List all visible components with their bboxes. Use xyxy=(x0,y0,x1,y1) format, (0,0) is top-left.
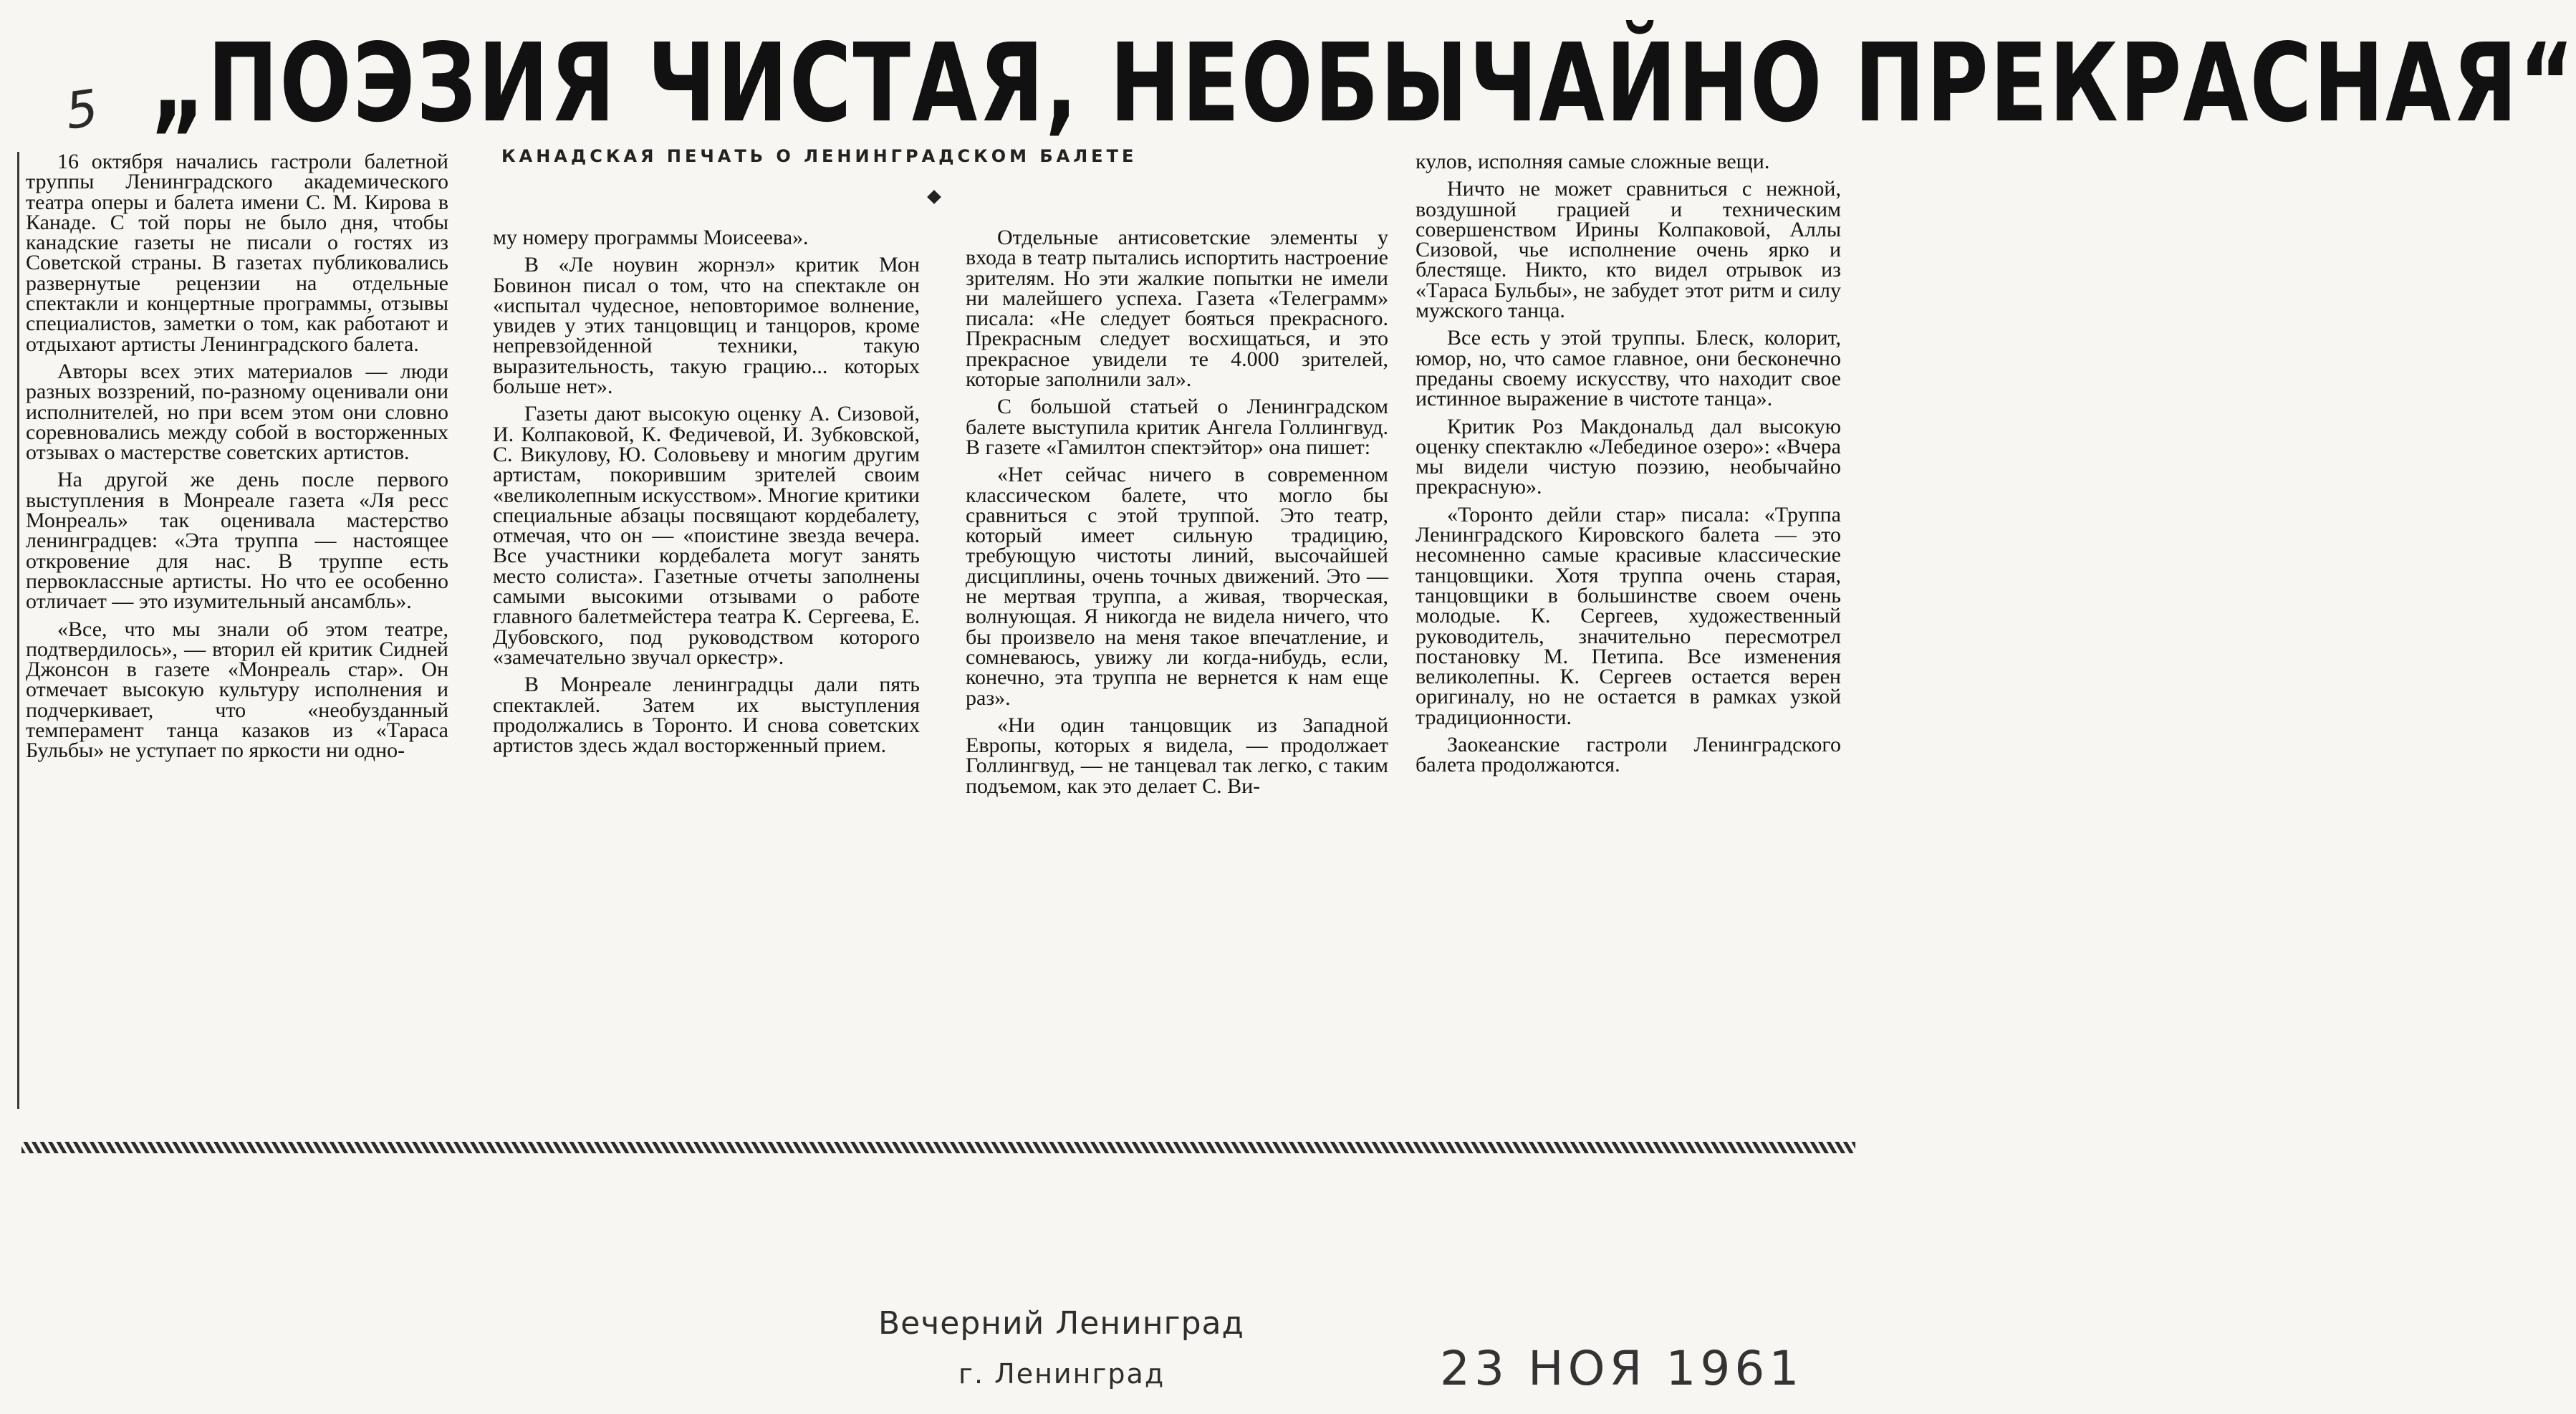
subtitle: КАНАДСКАЯ ПЕЧАТЬ О ЛЕНИНГРАДСКОМ БАЛЕТЕ xyxy=(501,146,1138,166)
paragraph: Газеты дают высокую оценку А. Сизовой, И. Колпаковой, К. Федичевой, И. Зубковской, С. Викулову, Ю. Соловьеву и многим другим артистам, покорившим зрителей своим «великолепным искусством». Многие критики специальные абзацы посвящают кордебалету, отмечая, что он — «поистине звезда вечера. Все участники кордебалета могут занять место солиста». Газетные отчеты заполнены самыми высокими отзывами о работе главного балетмейстера театра К. Сергеева, Е. Дубовского, под руководством которого «замечательно звучал оркестр». xyxy=(493,402,920,669)
paragraph: «Все, что мы знали об этом театре, подтвердилось», — вторил ей критик Сидней Джонсон в газете «Монреаль стар». Он отмечает высокую культуру исполнения и подчеркивает, что «необузданный темперамент танца казаков из «Тараса Бульбы» не уступает по яркости ни одно- xyxy=(26,617,448,763)
headline: „ПОЭЗИЯ ЧИСТАЯ, НЕОБЫЧАЙНО ПРЕКРАСНАЯ“ xyxy=(150,19,2576,146)
paragraph: Заокеанские гастроли Ленинградского балета продолжаются. xyxy=(1416,733,1841,777)
ornament-diamond-icon xyxy=(927,190,941,204)
paragraph: «Нет сейчас ничего в современном классическом балете, что могло бы сравниться с этой труппой. Это театр, который имеет сильную традицию, требующую чистоты линий, высочайшей дисциплины, очень точных движений. Это — не мертвая труппа, а живая, творческая, волнующая. Я никогда не видела ничего, что бы произвело на меня такое впечатление, и сомневаюсь, увижу ли когда-нибудь, если, конечно, эта труппа не вернется к нам еще раз». xyxy=(966,463,1388,710)
stamp-newspaper-name: Вечерний Ленинград xyxy=(878,1305,1244,1342)
paragraph: Авторы всех этих материалов — люди разных воззрений, по-разному оценивали они исполнителей, но при всем этом они словно соревновались между собой в восторженных отзывах о мастерстве советских артистов. xyxy=(26,359,448,465)
paragraph: С большой статьей о Ленинградском балете выступила критик Ангела Голлингвуд. В газете «Гамилтон спектэйтор» она пишет: xyxy=(966,395,1388,459)
article-column-3 xyxy=(966,228,1388,804)
paragraph: Все есть у этой труппы. Блеск, колорит, юмор, но, что самое главное, они бесконечно преданы своему искусству, что находит свое истинное выражение в чистоте танца». xyxy=(1416,326,1841,411)
bottom-decorative-rule xyxy=(21,1142,1855,1153)
stamp-city: г. Ленинград xyxy=(958,1358,1166,1390)
paragraph: «Ни один танцовщик из Западной Европы, которых я видела, — продолжает Голлингвуд, — не танцевал так легко, с таким подъемом, как это делает С. Ви- xyxy=(966,713,1388,798)
paragraph: Критик Роз Макдональд дал высокую оценку спектаклю «Лебединое озеро»: «Вчера мы видели чистую поэзию, необычайно прекрасную». xyxy=(1416,414,1841,499)
article-column-2 xyxy=(493,228,920,763)
paragraph: На другой же день после первого выступления в Монреале газета «Ля ресс Монреаль» так оценивала мастерство ленинградцев: «Эта труппа — настоящее откровение для нас. В труппе есть первоклассные артисты. Но что ее особенно отличает — это изумительный ансамбль». xyxy=(26,468,448,614)
paragraph: «Торонто дейли стар» писала: «Труппа Ленинградского Кировского балета — это несомненно самые красивые классические танцовщики. Хотя труппа очень старая, танцовщики в большинстве своем очень молодые. К. Сергеев, художественный руководитель, значительно пересмотрел постановку М. Петипа. Все изменения великолепны. К. Сергеев остается верен оригиналу, но не остается в рамках узкой традиционности. xyxy=(1416,502,1841,729)
paragraph: 16 октября начались гастроли балетной труппы Ленинградского академического театра оперы и балета имени С. М. Кирова в Канаде. С той поры не было дня, чтобы канадские газеты не писали о гостях из Советской страны. В газетах публиковались развернутые рецензии на отдельные спектакли и концертные программы, отзывы специалистов, заметки о том, как работают и отдыхают артисты Ленинградского балета. xyxy=(26,150,448,356)
article-column-1 xyxy=(26,152,448,769)
stamp-date: 23 НОЯ 1961 xyxy=(1440,1341,1804,1396)
paragraph: му номеру программы Моисеева». xyxy=(493,226,809,249)
paragraph: кулов, исполняя самые сложные вещи. xyxy=(1416,150,1770,173)
paragraph: В Монреале ленинградцы дали пять спектаклей. Затем их выступления продолжались в Торонто. И снова советских артистов здесь ждал восторженный прием. xyxy=(493,673,920,758)
paragraph: Отдельные антисоветские элементы у входа в театр пытались испортить настроение зрителям. Но эти жалкие попытки не имели ни малейшего успеха. Газета «Телеграмм» писала: «Не следует бояться прекрасного. Прекрасным следует восхищаться, и это прекрасное увидели те 4.000 зрителей, которые заполнили зал». xyxy=(966,226,1388,392)
article-column-4 xyxy=(1416,152,1841,783)
paragraph: Ничто не может сравниться с нежной, воздушной грацией и техническим совершенством Ирины Колпаковой, Аллы Сизовой, чье исполнение очень ярко и блестяще. Никто, кто видел отрывок из «Тараса Бульбы», не забудет этот ритм и силу мужского танца. xyxy=(1416,177,1841,323)
left-column-rule xyxy=(17,152,19,1109)
paragraph: В «Ле ноувин жорнэл» критик Мон Бовинон писал о том, что на спектакле он «испытал чудесное, неповторимое волнение, увидев у этих танцовщиц и танцоров, кроме непревзойденной техники, такую выразительность, такую грацию... которых больше нет». xyxy=(493,253,920,399)
handwritten-number: 5 xyxy=(62,78,102,141)
